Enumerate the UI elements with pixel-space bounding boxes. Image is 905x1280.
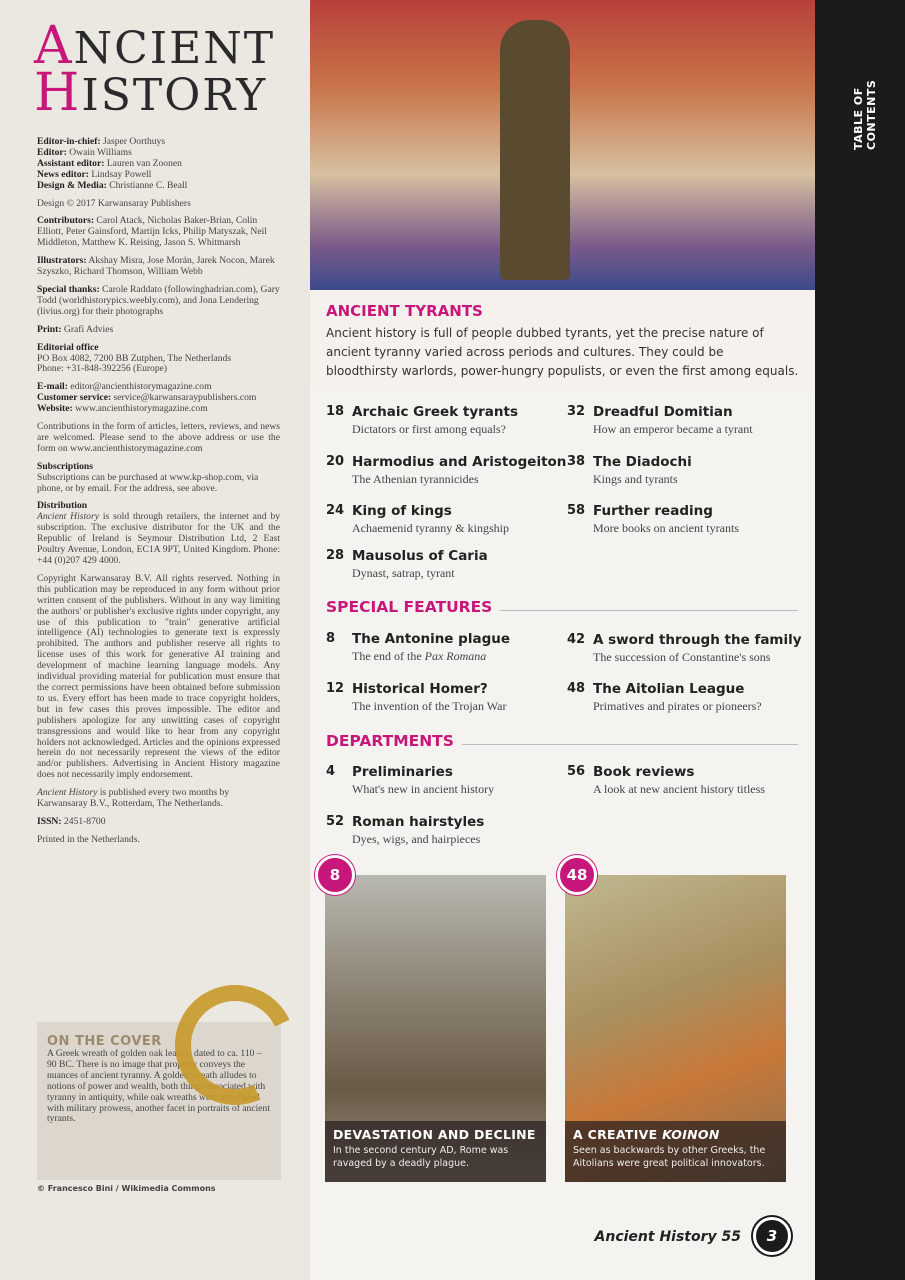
published-info: Ancient History is published every two months by Karwansaray B.V., Rotterdam, The Netherlands. (37, 787, 230, 810)
card-caption: DEVASTATION AND DECLINE In the second century AD, Rome was ravaged by a deadly plague. (325, 1121, 546, 1182)
hero-illustration (310, 0, 815, 290)
contact: E-mail: editor@ancienthistorymagazine.com Customer service: service@karwansaraypublishers.com Website: www.ancienthistorymagazine.com (37, 381, 257, 415)
printed: Printed in the Netherlands. (37, 833, 140, 845)
footer-magazine-issue: Ancient History 55 (594, 1229, 741, 1245)
contributions-text: Contributions in the form of articles, letters, reviews, and news are welcomed. Please send to the above address or use the form on www.ancienthistorymagazine.com (37, 421, 280, 454)
feature-card-plague[interactable] (325, 875, 546, 1182)
cover-title: ON THE COVER (47, 1034, 162, 1049)
section-sidebar (815, 0, 905, 1280)
feature-card-aitolian[interactable] (565, 875, 786, 1182)
card-caption: A CREATIVE KOINON Seen as backwards by other Greeks, the Aitolians were great political innovators. (565, 1121, 786, 1182)
page-badge: 8 (315, 855, 355, 895)
subscriptions: Subscriptions Subscriptions can be purchased at www.kp-shop.com, via phone, or by email. For the address, see above. (37, 460, 259, 494)
print: Print: Grafi Advies (37, 323, 114, 335)
statue-figure (500, 20, 570, 280)
departments-heading: DEPARTMENTS (326, 732, 798, 750)
credits (37, 137, 280, 853)
contributors: Contributors: Carol Atack, Nicholas Baker-Brian, Colin Elliott, Peter Gainsford, Martijn Icks, Philip Matyszak, Neil Middleton, Matthew K. Reising, Jason S. Whitmarsh (37, 215, 267, 249)
theme-text: Ancient history is full of people dubbed tyrants, yet the precise nature of ancient tyranny varied across periods and cultures. They could be bloodthirsty warlords, power-hungry populists, or even the first among equals. (326, 326, 799, 378)
photo-credit: © Francesco Bini / Wikimedia Commons (37, 1184, 216, 1193)
editorial-office: Editorial office PO Box 4082, 7200 BB Zutphen, The Netherlands Phone: +31-848-392256 (Europe) (37, 341, 232, 375)
page-badge: 48 (557, 855, 597, 895)
page-number: 3 (753, 1217, 791, 1255)
special-thanks: Special thanks: Carole Raddato (followinghadrian.com), Gary Todd (worldhistorypics.weebly.com), and Jona Lendering (livius.org) for their photographs (37, 283, 280, 317)
cover-text: A Greek wreath of golden oak leaves, dated to ca. 110 – 90 BC. There is no image that properly conveys the nuances of ancient tyranny. A golden wreath alludes to notions of power and wealth, both things associated with tyranny in antiquity, while oak wreaths were associated with military prowess, another facet in portraits of ancient tyrants. (47, 1048, 270, 1125)
magazine-logo: ANCIENT HISTORY (34, 16, 276, 123)
special-features-heading: SPECIAL FEATURES (326, 598, 798, 616)
illustrators: Illustrators: Akshay Misra, Jose Morán, Jarek Nocon, Marek Szyszko, Richard Thomson, William Webb (37, 255, 275, 278)
distribution: Distribution Ancient History is sold through retailers, the internet and by subscription. The exclusive distributor for the UK and the Republic of Ireland is Seymour Distribution Ltd, 2 East Poultry Avenue, London, EC1A 9PT, United Kingdom. Phone: +44 (0)207 429 4000. (37, 500, 280, 566)
copyright: Copyright Karwansaray B.V. All rights reserved. Nothing in this publication may be reproduced in any form without prior written consent of the publishers. Without in any way limiting the authors' or publisher's exclusive rights under copyright, any use of this publication to "train" generative artificial intelligence (AI) technologies to generate text is expressly prohibited. The authors and publisher reserve all rights to license uses of this work for generative AI training and development of machine learning language models. Any individual providing material for publication must ensure that the correct permissions have been obtained before submission to us. Every effort has been made to trace copyright holders, but in few cases this proves impossible. The editor and publishers apologize for any unwitting cases of copyright transgressions and would like to hear from any copyright holders not acknowledged. Articles and the opinions expressed herein do not necessarily represent the views of the editor and/or publishers. Advertising in Ancient History magazine does not necessarily imply endorsement. (37, 572, 280, 781)
issn: ISSN: 2451-8700 (37, 815, 106, 827)
masthead-list: Editor-in-chief: Jasper Oorthuys Editor: Owain Williams Assistant editor: Lauren van Zoonen News editor: Lindsay Powell Design & Media: Christianne C. Beall (37, 136, 188, 191)
design-credit: Design © 2017 Karwansaray Publishers (37, 197, 191, 209)
section-label: TABLE OF CONTENTS (852, 79, 878, 150)
theme-title: ANCIENT TYRANTS (326, 302, 483, 320)
theme-intro (310, 290, 815, 388)
